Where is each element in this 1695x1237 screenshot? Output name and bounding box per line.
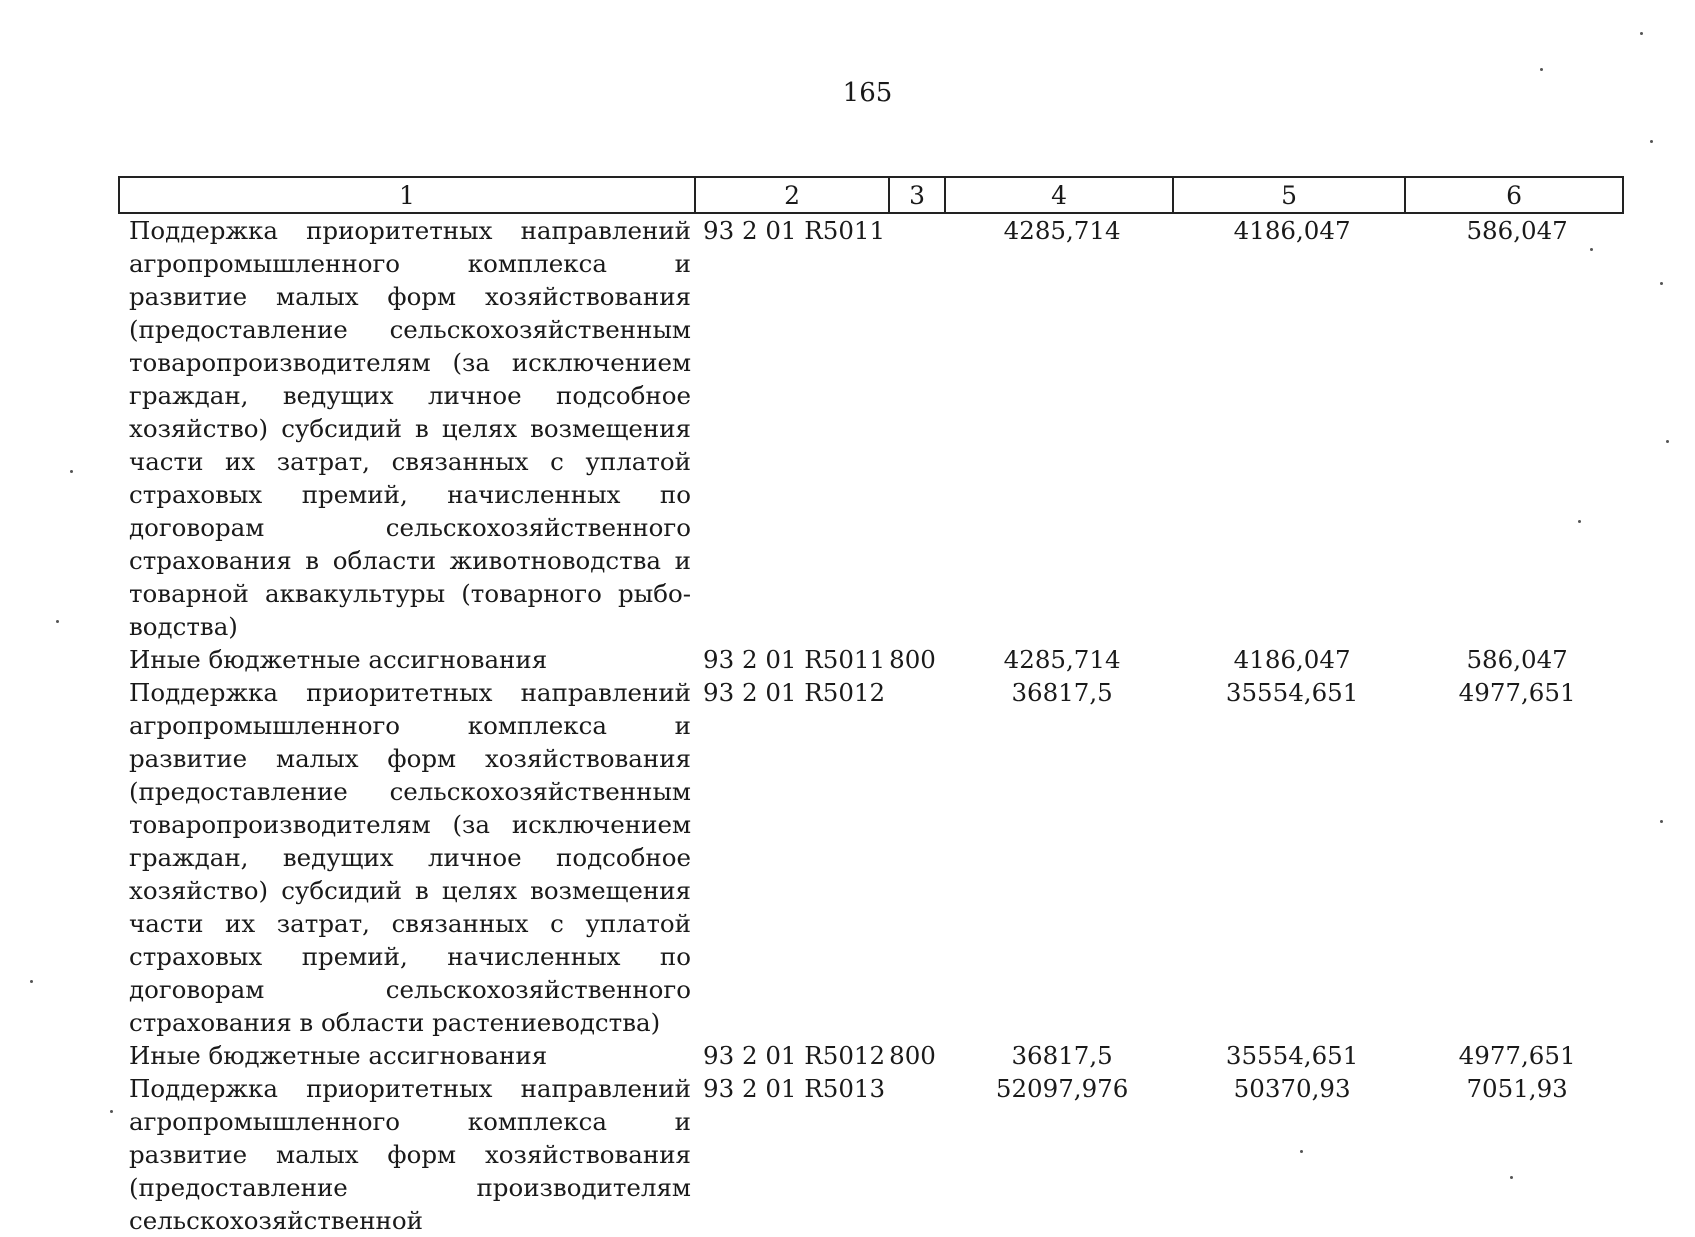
row-code: 93 2 01 R5011 xyxy=(703,216,886,245)
row-value-6: 7051,93 xyxy=(1466,1074,1568,1103)
row-name: Поддержка приоритетных направлений агропромышленного комплекса и развитие малых форм хозяйствования (предоставление производителям сельскохозяйственной xyxy=(129,1074,691,1235)
row-name: Поддержка приоритетных направлений агропромышленного комплекса и развитие малых форм хозяйствования (предоставление сельскохозяйственным товаропроизводителям (за исключением граждан, ведущих личное подсобное хозяйство) субсидий в целях возмещения части их затрат, связанных с уплатой страховых премий, начисленных по договорам сельскохозяйственного страхования в области животноводства и товарной аквакультуры (товарного рыбоводства) xyxy=(129,216,691,641)
row-code: 93 2 01 R5012 xyxy=(703,678,886,707)
table-row xyxy=(119,643,1623,676)
scan-speck xyxy=(1660,282,1663,285)
row-value-6: 4977,651 xyxy=(1458,678,1576,707)
row-value-6: 4977,651 xyxy=(1458,1041,1576,1070)
scan-speck xyxy=(1640,32,1643,35)
table-row xyxy=(119,1072,1623,1237)
row-name: Иные бюджетные ассигнования xyxy=(129,645,548,674)
row-group xyxy=(889,213,945,643)
page-number: 165 xyxy=(842,78,893,108)
table-row xyxy=(119,676,1623,1039)
row-group xyxy=(889,1072,945,1237)
row-code: 93 2 01 R5012 xyxy=(703,1041,886,1070)
row-value-5: 4186,047 xyxy=(1233,645,1351,674)
column-header-3: 3 xyxy=(889,177,945,213)
budget-table xyxy=(118,176,1624,1237)
row-group: 800 xyxy=(889,645,936,674)
scan-speck xyxy=(1590,248,1593,251)
row-value-4: 4285,714 xyxy=(1003,645,1121,674)
table-header xyxy=(119,177,1623,213)
column-header-4: 4 xyxy=(945,177,1173,213)
scan-speck xyxy=(1300,1150,1303,1153)
scan-speck xyxy=(70,470,73,473)
table-row xyxy=(119,213,1623,643)
row-value-4: 52097,976 xyxy=(995,1074,1129,1103)
row-name: Иные бюджетные ассигнования xyxy=(129,1041,548,1070)
row-code: 93 2 01 R5013 xyxy=(703,1074,886,1103)
row-name: Поддержка приоритетных направлений агропромышленного комплекса и развитие малых форм хозяйствования (предоставление сельскохозяйственным товаропроизводителям (за исключением граждан, ведущих личное подсобное хозяйство) субсидий в целях возмещения части их затрат, связанных с уплатой страховых премий, начисленных по договорам сельскохозяйственного страхования в области растениеводства) xyxy=(129,678,691,1037)
scan-speck xyxy=(110,1110,113,1113)
scan-speck xyxy=(1666,440,1669,443)
row-value-4: 4285,714 xyxy=(1003,216,1121,245)
column-header-2: 2 xyxy=(695,177,889,213)
row-value-6: 586,047 xyxy=(1466,216,1568,245)
scan-speck xyxy=(56,620,59,623)
column-header-1: 1 xyxy=(119,177,695,213)
row-code: 93 2 01 R5011 xyxy=(703,645,886,674)
scan-speck xyxy=(30,980,33,983)
scan-speck xyxy=(1540,68,1543,71)
column-header-6: 6 xyxy=(1405,177,1623,213)
row-group xyxy=(889,676,945,1039)
scan-speck xyxy=(1578,520,1581,523)
row-value-5: 4186,047 xyxy=(1233,216,1351,245)
row-group: 800 xyxy=(889,1041,936,1070)
column-header-5: 5 xyxy=(1173,177,1405,213)
row-value-4: 36817,5 xyxy=(1011,678,1113,707)
scan-speck xyxy=(1650,140,1653,143)
row-value-5: 50370,93 xyxy=(1233,1074,1351,1103)
row-value-4: 36817,5 xyxy=(1011,1041,1113,1070)
table-row xyxy=(119,1039,1623,1072)
scan-speck xyxy=(1660,820,1663,823)
scan-speck xyxy=(1510,1176,1513,1179)
row-value-5: 35554,651 xyxy=(1225,1041,1359,1070)
row-value-5: 35554,651 xyxy=(1225,678,1359,707)
row-value-6: 586,047 xyxy=(1466,645,1568,674)
